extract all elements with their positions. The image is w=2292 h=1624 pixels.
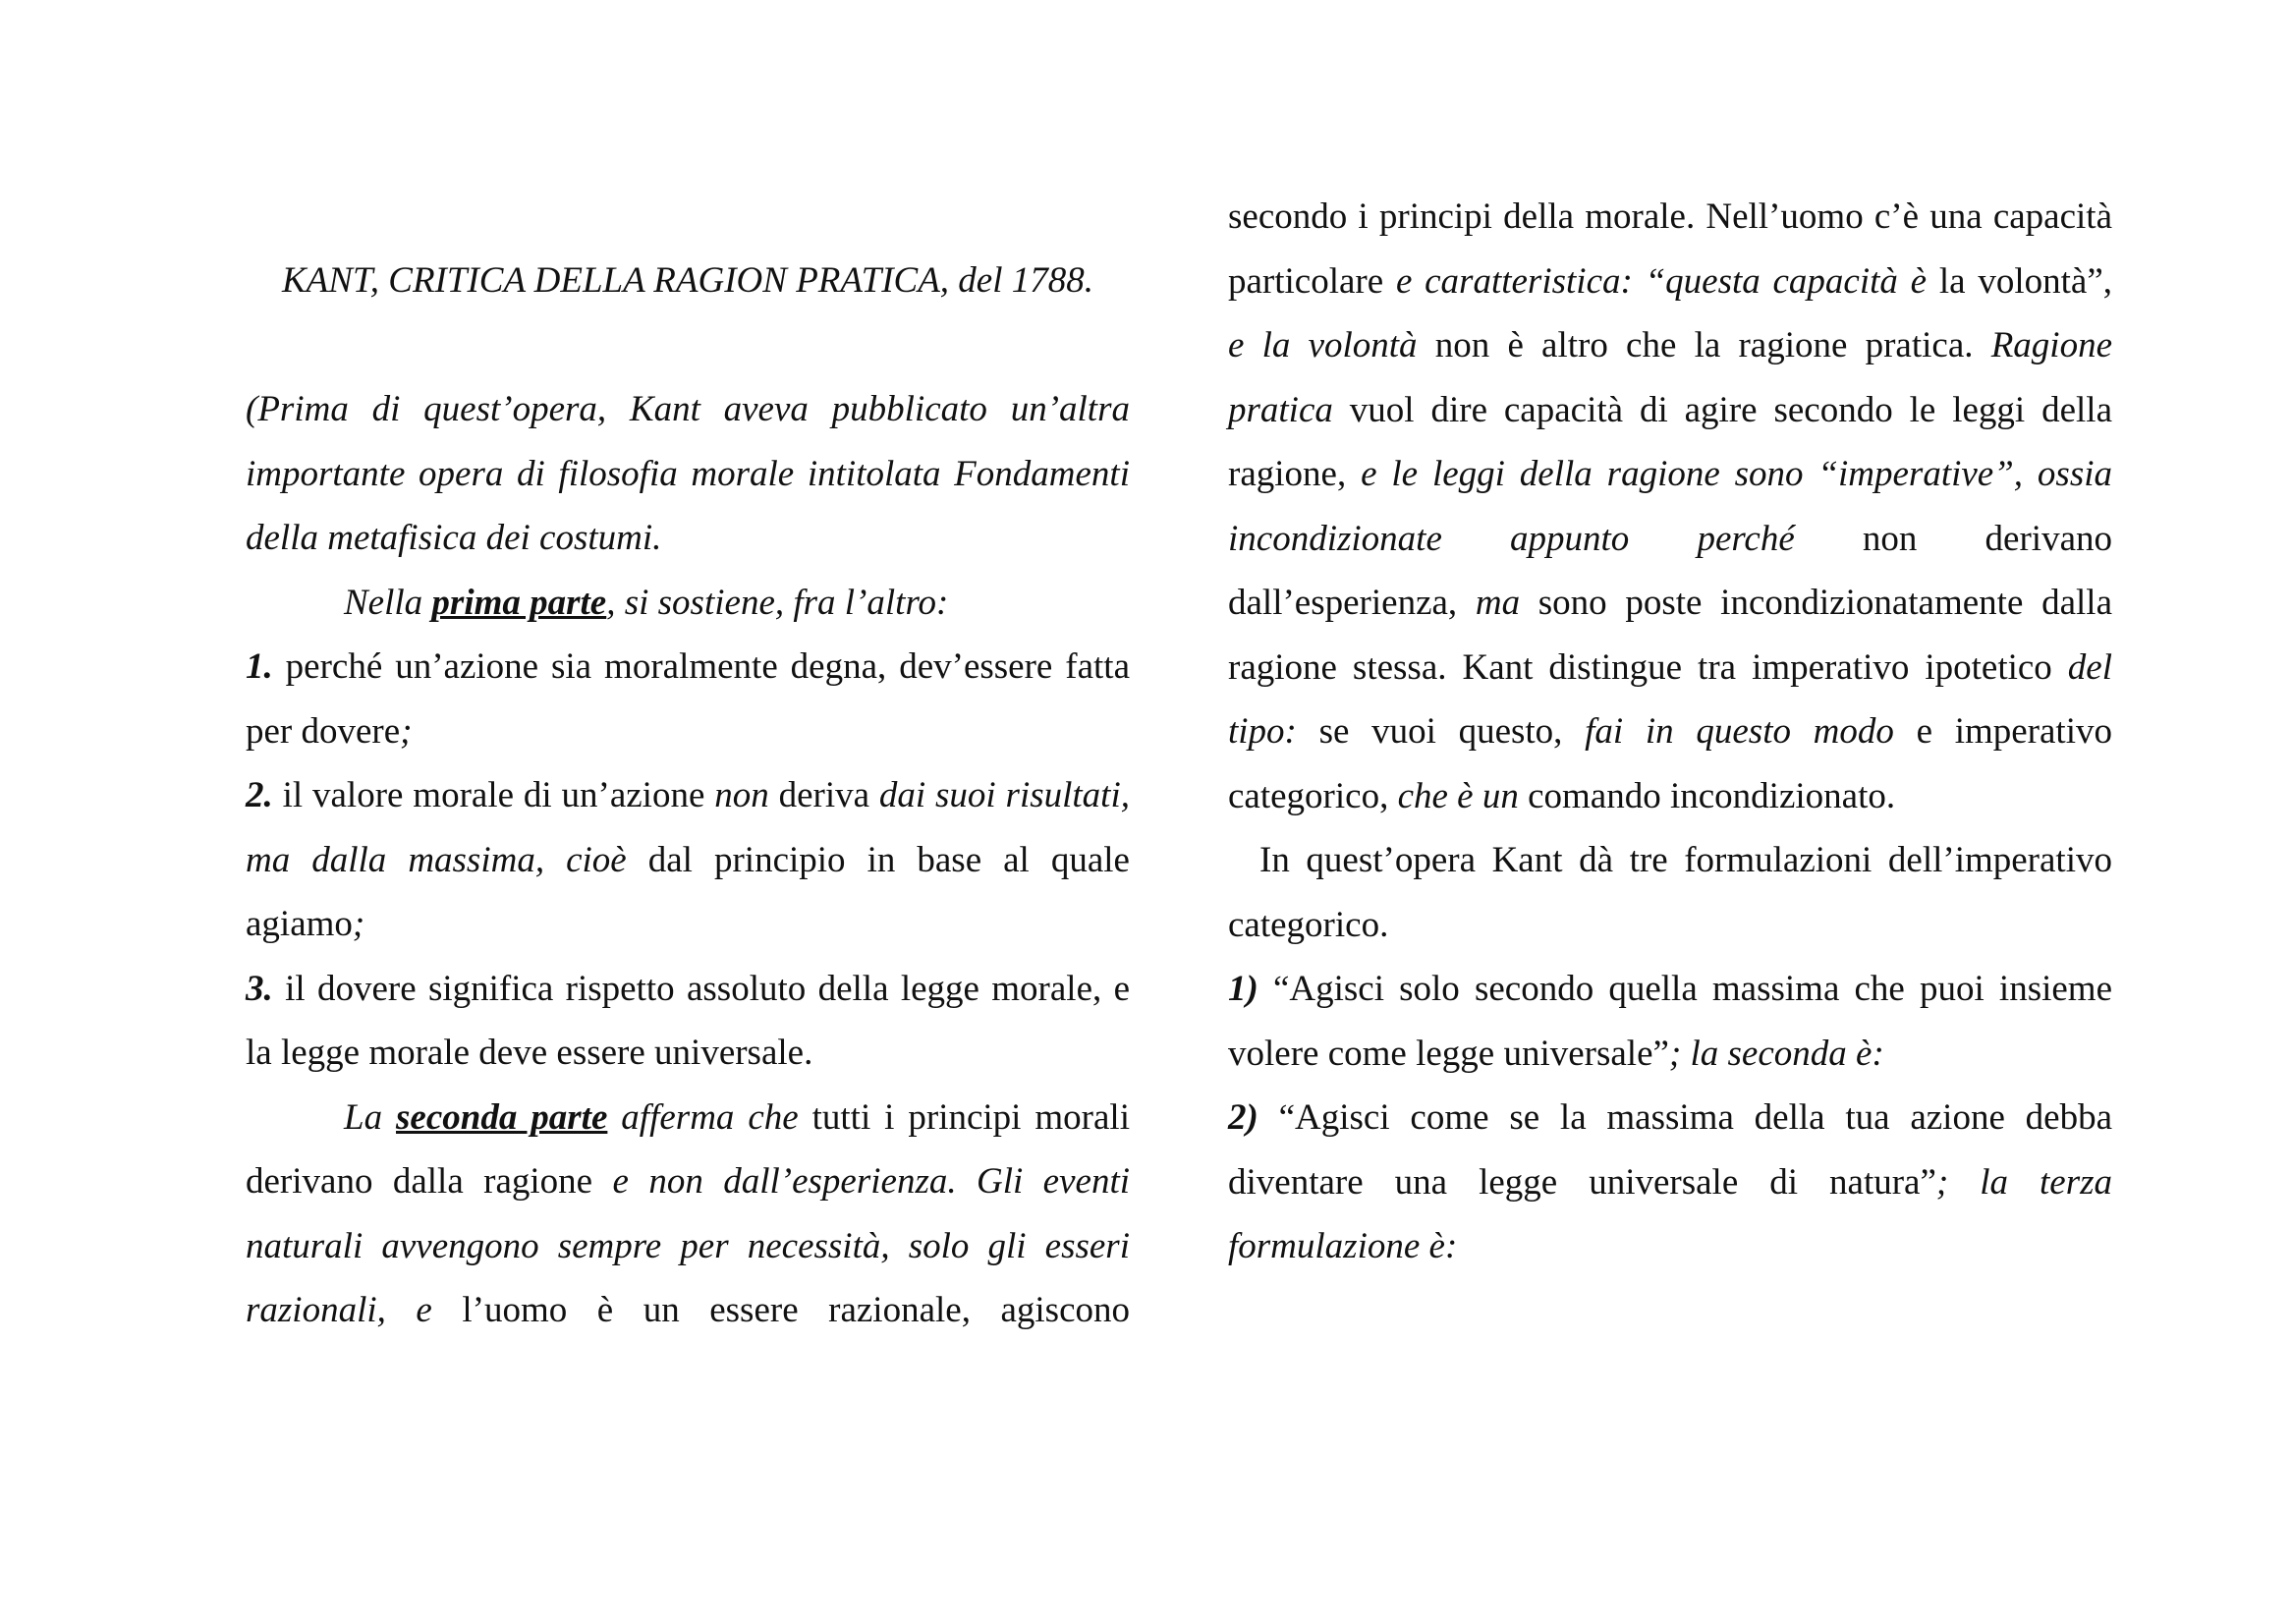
list-item-2-e: dal principio in base al quale agiamo bbox=[246, 839, 1130, 944]
r1-o: e imperativo categorico, bbox=[1228, 711, 2112, 816]
first-part-tail: , si sostiene, fra l’altro: bbox=[606, 582, 949, 623]
first-part-paragraph bbox=[246, 571, 1130, 636]
first-part-heading: prima parte bbox=[431, 582, 607, 623]
r1-f: Ragione pratica bbox=[1228, 325, 2112, 430]
list-item-3 bbox=[246, 957, 1130, 1086]
formulation-1-tail: ; la seconda è: bbox=[1668, 1033, 1884, 1074]
first-part-lead: Nella bbox=[344, 582, 432, 623]
r1-p: che è un bbox=[1397, 775, 1519, 816]
list-item-2-d: dai suoi risultati, ma dalla massima, cioè bbox=[246, 775, 1130, 880]
second-part-d: tutti i principi morali derivano dalla ragione bbox=[246, 1096, 1130, 1202]
formulation-1 bbox=[1228, 957, 2112, 1086]
r1-l: del tipo: bbox=[1228, 646, 2112, 752]
second-part-e: e non dall’esperienza. Gli eventi naturali avvengono sempre per necessità, solo gli esseri razionali, e bbox=[246, 1161, 1131, 1330]
second-part-paragraph bbox=[246, 1086, 1130, 1343]
list-item-2-end: ; bbox=[352, 904, 365, 944]
list-item-1-end: ; bbox=[400, 710, 413, 752]
formulation-2-tail: ; la terza formulazione è: bbox=[1228, 1161, 2112, 1266]
r1-m: se vuoi questo, bbox=[1296, 711, 1586, 752]
title-spacer bbox=[246, 313, 1130, 378]
r1-k: sono poste incondizionatamente dalla ragione stessa. Kant distingue tra imperativo ipotetico bbox=[1228, 583, 2112, 688]
list-item-2-a: il valore morale di un’azione bbox=[272, 775, 715, 815]
list-item-3-number: 3. bbox=[246, 968, 273, 1009]
formulation-2-number: 2) bbox=[1228, 1097, 1258, 1138]
second-part-heading: seconda parte bbox=[396, 1096, 608, 1138]
list-item-2 bbox=[246, 763, 1130, 957]
right-column bbox=[1228, 185, 2112, 1279]
list-item-1-text: perché un’azione sia moralmente degna, dev’essere fatta per dovere bbox=[246, 646, 1130, 752]
right-paragraph-2: In quest’opera Kant dà tre formulazioni dell’imperativo categorico. bbox=[1228, 840, 2112, 945]
r1-i: non derivano dall’esperienza, bbox=[1228, 518, 2113, 623]
right-paragraph-1 bbox=[1228, 185, 2112, 828]
second-part-f: l’uomo è un essere razionale, agiscono bbox=[431, 1290, 1130, 1330]
r1-j: ma bbox=[1475, 583, 1521, 623]
formulation-2-quote: “Agisci come se la massima della tua azione debba diventare una legge universale di natura” bbox=[1228, 1097, 2112, 1203]
list-item-3-text: il dovere significa rispetto assoluto della legge morale, e la legge morale deve essere universale. bbox=[246, 968, 1130, 1073]
list-item-1 bbox=[246, 635, 1130, 763]
r1-g: vuol dire capacità di agire secondo le leggi della ragione, bbox=[1228, 389, 2112, 494]
list-item-2-b: non bbox=[714, 775, 769, 815]
list-item-2-c: deriva bbox=[768, 775, 879, 815]
formulation-1-quote: “Agisci solo secondo quella massima che puoi insieme volere come legge universale” bbox=[1228, 969, 2112, 1074]
second-part-lead: La bbox=[344, 1096, 397, 1138]
document-title: KANT, CRITICA DELLA RAGION PRATICA, del 1788. bbox=[281, 260, 1093, 301]
list-item-2-number: 2. bbox=[246, 775, 273, 815]
r1-c: la volontà”, bbox=[1927, 260, 2112, 302]
r1-d: e la volontà bbox=[1228, 325, 1418, 365]
r1-q: comando incondizionato. bbox=[1518, 775, 1896, 816]
r1-e: non è altro che la ragione pratica. bbox=[1417, 325, 1991, 365]
r1-h: e le leggi della ragione sono “imperative”, ossia incondizionate appunto perché bbox=[1228, 454, 2112, 559]
left-column bbox=[246, 249, 1130, 1343]
formulation-2 bbox=[1228, 1086, 2112, 1279]
list-item-1-number: 1. bbox=[246, 646, 273, 687]
intro-paragraph: (Prima di quest’opera, Kant aveva pubblicato un’altra importante opera di filosofia morale intitolata Fondamenti della metafisica dei costumi. bbox=[246, 389, 1130, 558]
r1-a: secondo i principi della morale. Nell’uomo c’è una capacità particolare bbox=[1228, 196, 2112, 302]
formulation-1-number: 1) bbox=[1228, 969, 1258, 1009]
r1-b: e caratteristica: “questa capacità è bbox=[1395, 260, 1928, 302]
second-part-verb: afferma che bbox=[607, 1096, 799, 1138]
r1-n: fai in questo modo bbox=[1585, 711, 1894, 752]
